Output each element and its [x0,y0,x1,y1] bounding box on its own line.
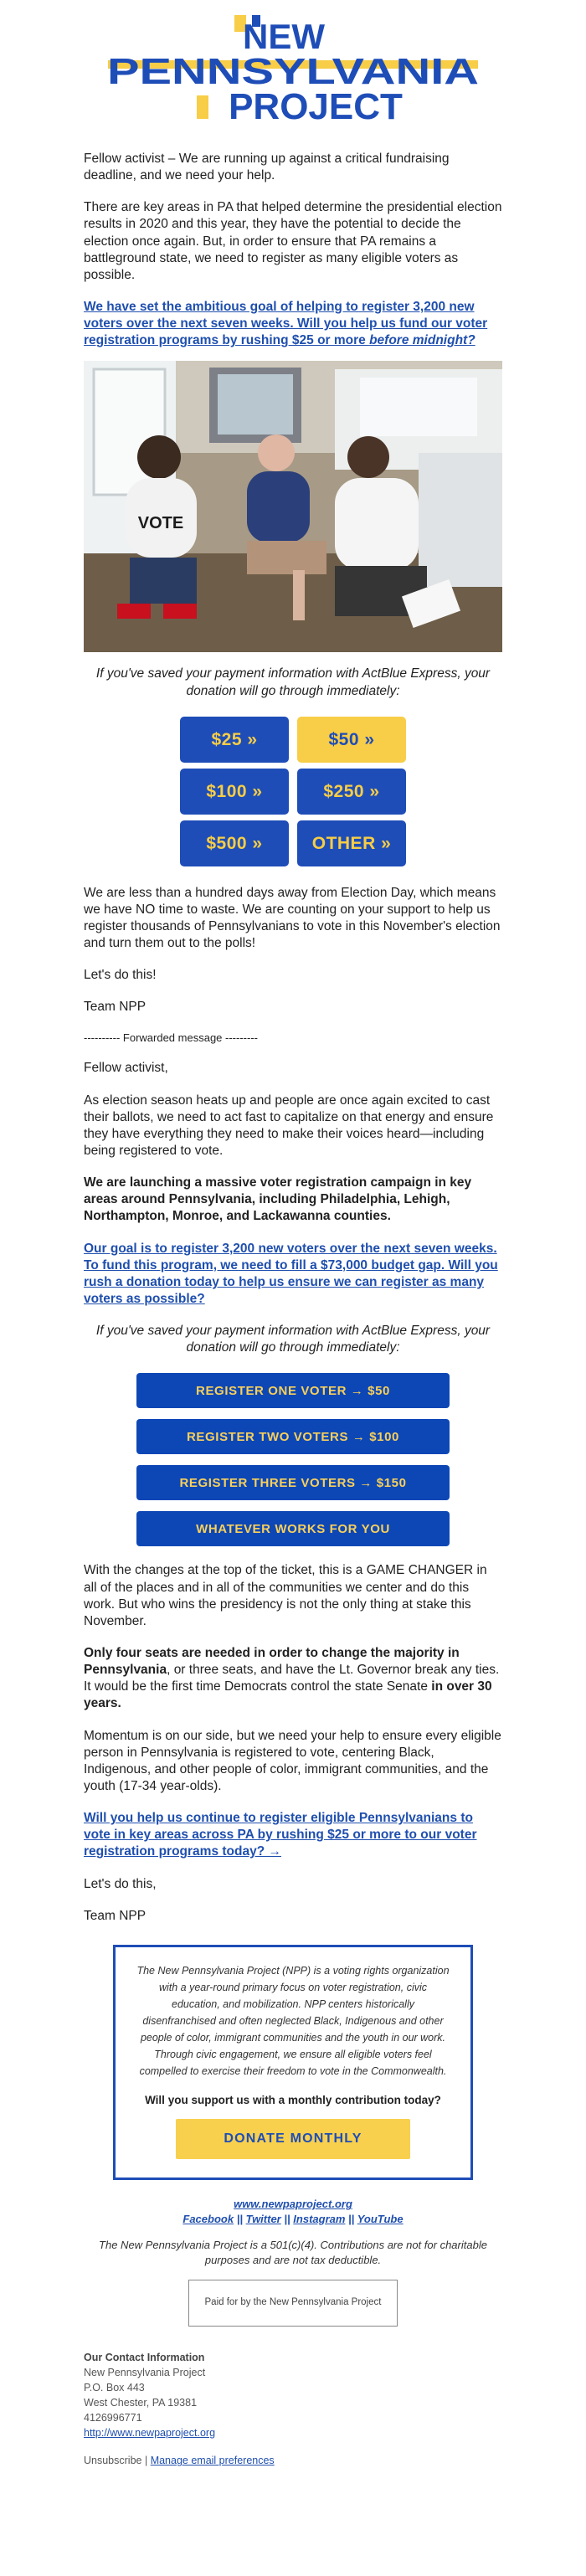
contact-heading: Our Contact Information [84,2351,205,2363]
signature-2: Team NPP [84,1908,146,1923]
donate-monthly-button[interactable]: DONATE MONTHLY [176,2119,410,2159]
tax-disclaimer: The New Pennsylvania Project is a 501(c)(4). Contributions are not for charitable purposes and are not tax deductible. [99,2239,487,2266]
amount-button-other[interactable]: OTHER » [297,820,406,866]
twitter-link[interactable]: Twitter [245,2212,281,2225]
middle-paragraph-2: As election season heats up and people are once again excited to cast their ballots, we need to act fast to capitalize on that energy and ensure they have everything they need to make their voices heard—including being registered to vote. [84,1093,494,1158]
monthly-ask: Will you support us with a monthly contribution today? [145,2093,441,2106]
actblue-note: If you've saved your payment information with ActBlue Express, your donation will go through immediately: [95,666,491,698]
youtube-link[interactable]: YouTube [357,2212,404,2225]
senate-bold-b: in over 30 years. [84,1679,492,1711]
continue-register-link[interactable]: Will you help us continue to register eligible Pennsylvanians to vote in key areas across PA by rushing $25 or more to our voter registration programs today? → [84,1811,477,1859]
campaign-announcement: We are launching a massive voter registration campaign in key areas around Pennsylvania, including Philadelphia, Lehigh, Northampton, Monroe, and Lackawanna counties. [84,1175,472,1224]
goal-donate-link[interactable]: Our goal is to register 3,200 new voters over the next seven weeks. To fund this program, we need to fill a $73,000 budget gap. Will you rush a donation today to help us ensure we can register as many voters as possible? [84,1241,498,1306]
register-three-voters-button[interactable]: REGISTER THREE VOTERS → $150 [136,1465,450,1500]
amount-button-500[interactable]: $500 » [180,820,289,866]
forwarded-divider: ---------- Forwarded message --------- [84,1031,258,1044]
senate-majority-paragraph [84,1645,502,1713]
signature-1: Team NPP [84,1000,146,1015]
website-link[interactable]: www.newpaproject.org [234,2198,352,2211]
logo-line-new: NEW [243,17,325,56]
whatever-works-button[interactable]: WHATEVER WORKS FOR YOU [136,1511,450,1546]
contact-info [84,2350,502,2441]
contact-pobox: P.O. Box 443 [84,2381,145,2393]
shirt-text: VOTE [137,514,184,533]
middle-paragraph-1: We are less than a hundred days away from Election Day, which means we have NO time to waste. We are counting on your support to help us register thousands of Pennsylvanians to vote in this November's election and turn them out to the polls! [84,885,501,951]
cta-link-register[interactable] [84,300,487,347]
unsubscribe-row: Unsubscribe | Manage email preferences [84,2455,275,2467]
mission-box [113,1945,473,2181]
register-two-voters-button[interactable]: REGISTER TWO VOTERS → $100 [136,1419,450,1454]
logo-line-project: PROJECT [229,86,403,124]
amount-button-250[interactable]: $250 » [297,769,406,815]
amount-button-25[interactable]: $25 » [180,717,289,763]
amount-button-50[interactable]: $50 » [297,717,406,763]
cta-link-italic: before midnight? [369,333,475,348]
manage-preferences-link[interactable]: Manage email preferences [150,2455,275,2467]
footer-links [84,2197,502,2226]
contact-url-link[interactable]: http://www.newpaproject.org [84,2427,216,2440]
senate-bold-a: Only four seats are needed in order to change the majority in Pennsylvania [84,1645,460,1678]
contact-phone: 4126996771 [84,2412,142,2424]
logo-line-pennsylvania: PENNSYLVANIA [107,51,479,92]
separator: || [284,2212,290,2225]
email-body [84,12,502,349]
contact-org: New Pennsylvania Project [84,2366,206,2378]
volunteers-photo[interactable] [84,361,502,652]
unsubscribe-link[interactable]: Unsubscribe [84,2455,142,2467]
signoff-1: Let's do this! [84,968,157,983]
cta-link-text: We have set the ambitious goal of helping to register 3,200 new voters over the next seven weeks. Will you help us fund our voter registration programs by rushing $25 or more [84,299,488,348]
signoff-2: Let's do this, [84,1876,157,1891]
separator: || [348,2212,355,2225]
senate-mid: , or three seats, and have the Lt. Governor break any ties. It would be the first time Democrats control the state Senate [84,1663,500,1694]
instagram-link[interactable]: Instagram [293,2212,346,2225]
register-one-voter-button[interactable]: REGISTER ONE VOTER → $50 [136,1373,450,1408]
npp-logo [96,12,490,124]
paid-for-box: Paid for by the New Pennsylvania Project [188,2280,398,2327]
mission-statement: The New Pennsylvania Project (NPP) is a voting rights organization with a year-round primary focus on voter registration, civic education, and mobilization. NPP centers historically disenfranchised and often neglected Black, Indigenous and other people of color, immigrant communities and the youth in our work. Through civic engagement, we ensure all eligible voters feel compelled to exercise their freedom to vote in the Commonwealth. [136,1964,450,2077]
facebook-link[interactable]: Facebook [182,2212,234,2225]
contact-city: West Chester, PA 19381 [84,2396,198,2409]
amount-button-100[interactable]: $100 » [180,769,289,815]
donation-amount-grid [180,717,406,866]
intro-paragraph-1: Fellow activist – We are running up against a critical fundraising deadline, and we need your help. [84,152,450,183]
salutation: Fellow activist, [84,1061,168,1076]
lower-paragraph-3: Momentum is on our side, but we need your help to ensure every eligible person in Pennsylvania is registered to vote, centering Black, Indigenous, and other people of color, immigrant communities, and the youth (17-34 year-olds). [84,1728,501,1793]
intro-paragraph-2: There are key areas in PA that helped determine the presidential election results in 2020 and this year, they have the potential to decide the election once again. But, in order to ensure that PA remains a battleground state, we need to register as many eligible voters as possible. [84,200,502,282]
separator: || [236,2212,243,2225]
actblue-note-2: If you've saved your payment information with ActBlue Express, your donation will go through immediately: [95,1324,491,1355]
lower-paragraph-1: With the changes at the top of the ticket, this is a GAME CHANGER in all of the places and in all of the communities we center and do this work. But who wins the presidency is not the only thing at stake this November. [84,1563,487,1628]
